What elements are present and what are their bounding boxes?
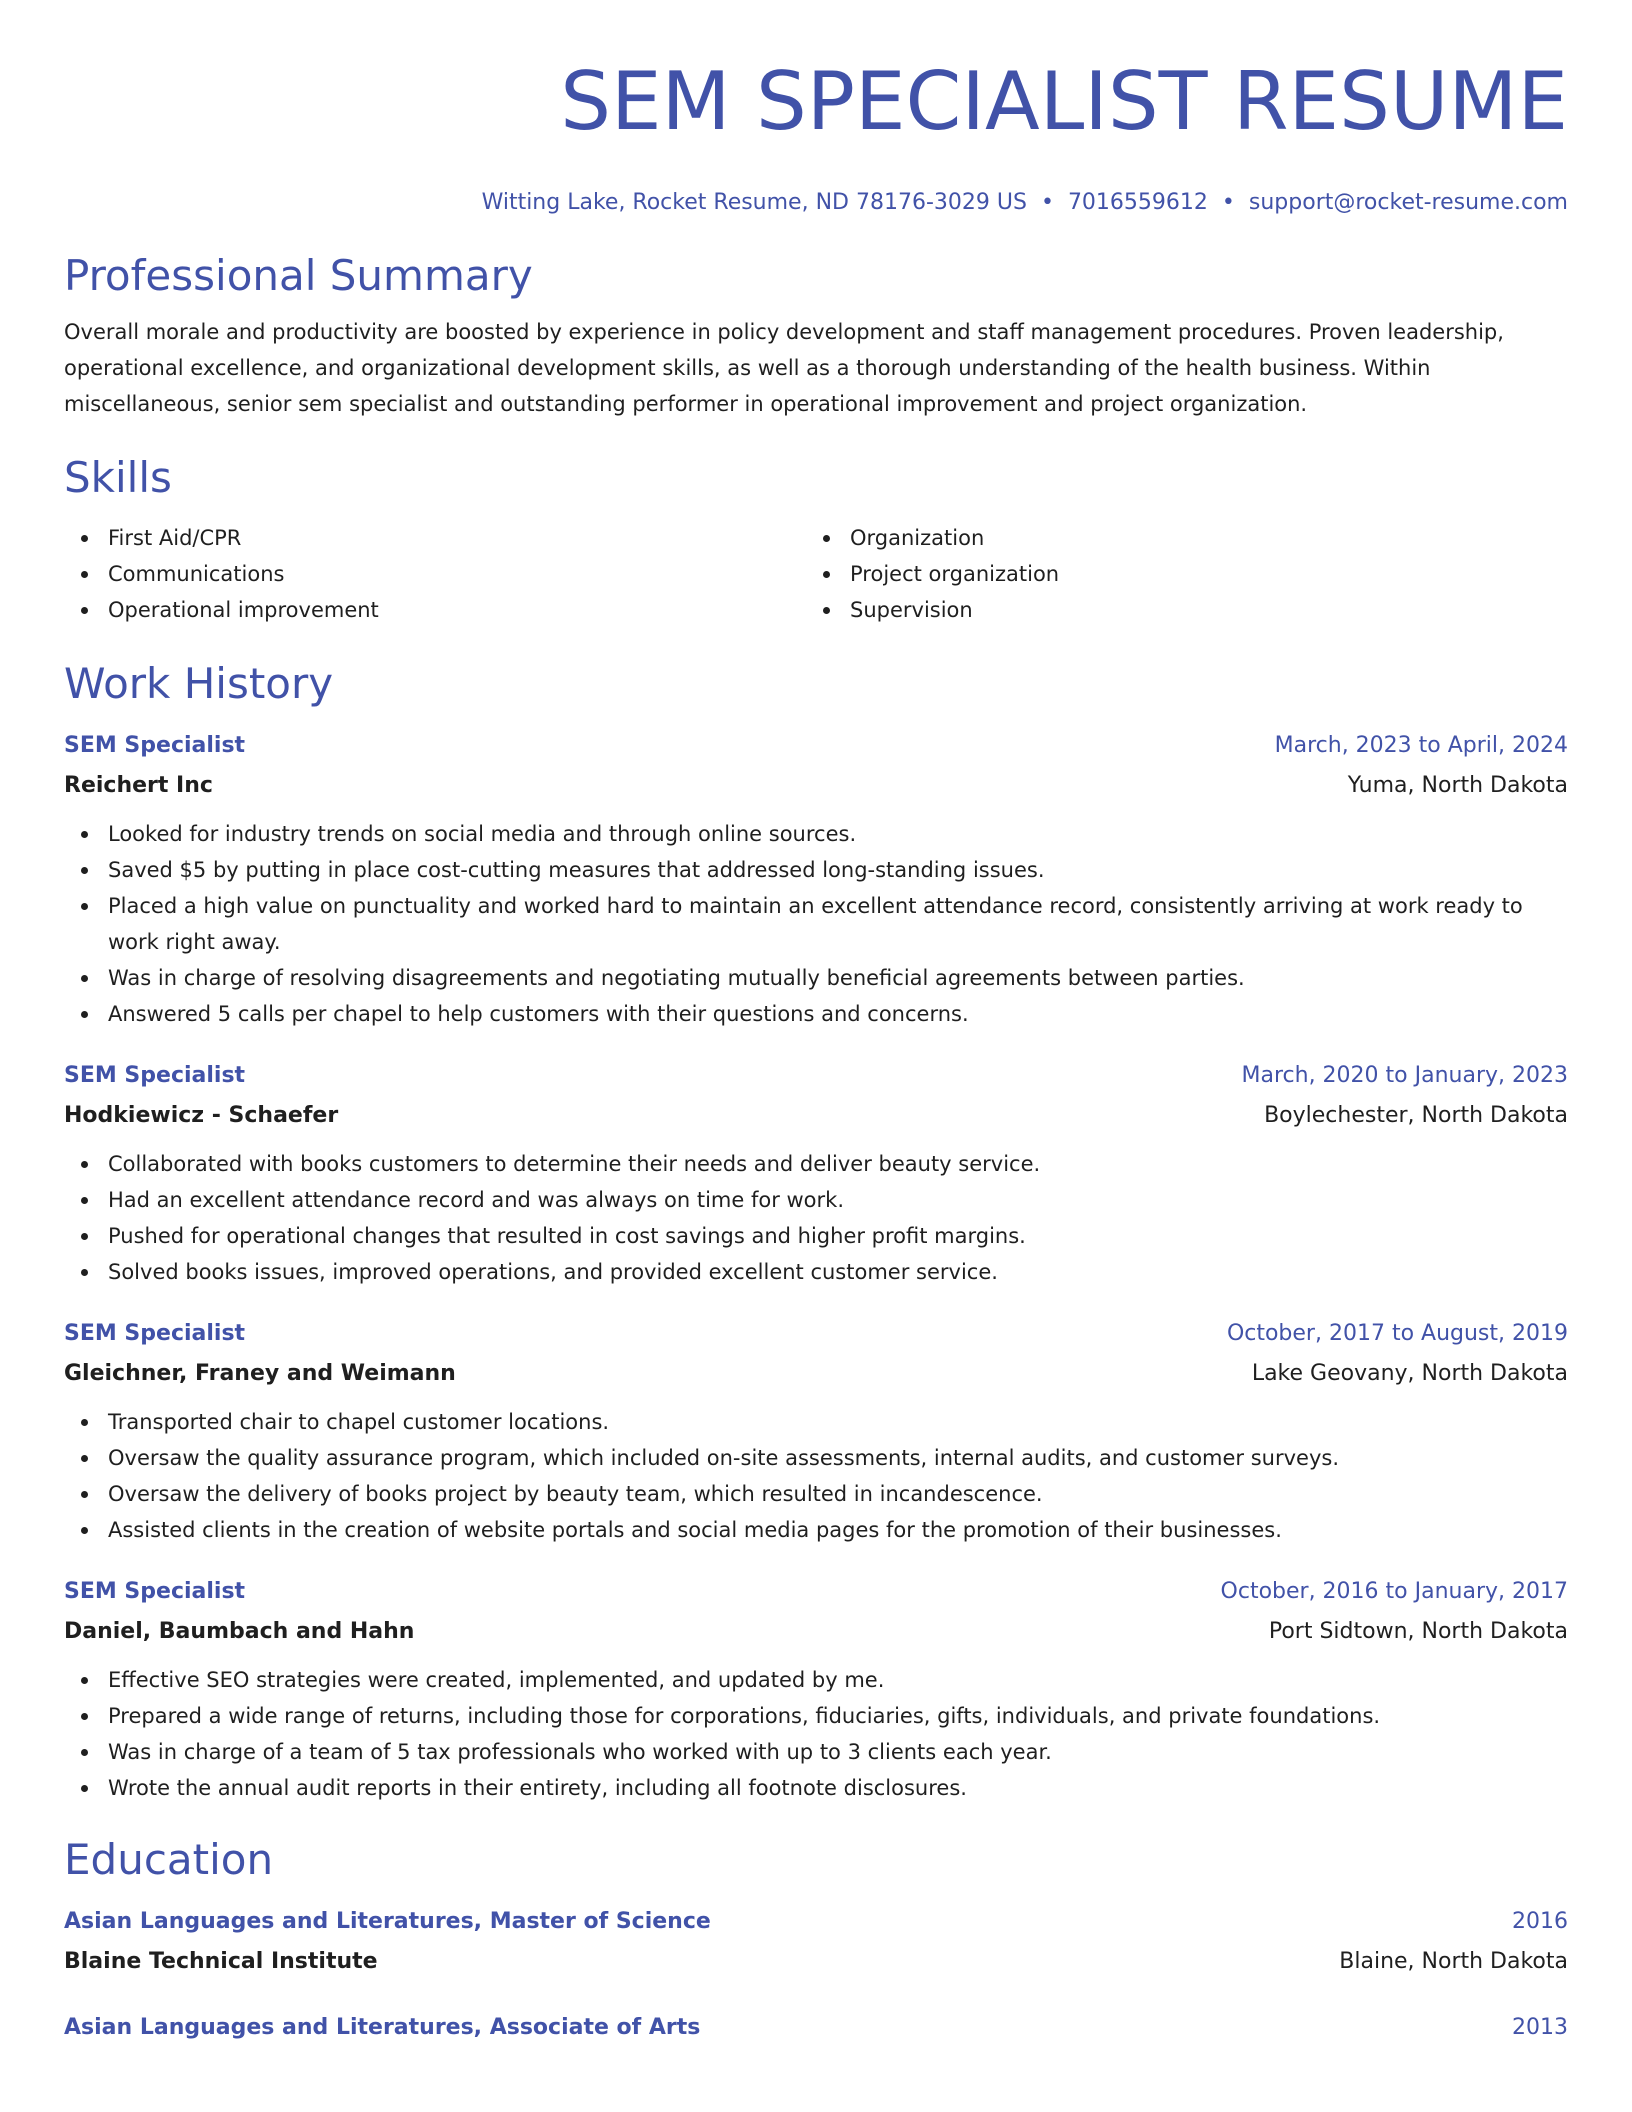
list-item — [64, 996, 1568, 1032]
list-item — [64, 1404, 1568, 1440]
job-company: Daniel, Baumbach and Hahn — [64, 1619, 415, 1644]
bullet-icon — [81, 571, 88, 578]
bullet-icon — [81, 903, 88, 910]
bullet-icon — [81, 1785, 88, 1792]
education-entry — [64, 1902, 1568, 1982]
job-location: Port Sidtown, North Dakota — [1268, 1619, 1568, 1644]
bullet-icon — [81, 867, 88, 874]
list-item — [64, 1254, 1568, 1290]
list-item — [64, 1218, 1568, 1254]
education-school-row — [64, 1942, 1568, 1982]
job-bullets — [64, 1662, 1568, 1806]
education-section — [64, 1834, 1568, 2048]
education-heading: Education — [64, 1835, 274, 1884]
list-item — [64, 1770, 1568, 1806]
bullet-text: Pushed for operational changes that resulted in cost savings and higher profit margins. — [108, 1224, 1026, 1248]
list-item — [64, 1476, 1568, 1512]
job-company-row — [64, 1612, 1568, 1652]
skills-right-list — [806, 520, 1548, 628]
skills-columns — [64, 520, 1568, 628]
work-history-section — [64, 658, 1568, 1806]
job-header-row — [64, 1314, 1568, 1354]
list-item — [64, 1698, 1568, 1734]
job-location: Lake Geovany, North Dakota — [1251, 1361, 1568, 1386]
skill-label: Organization — [850, 526, 985, 550]
list-item — [64, 852, 1568, 888]
job-entry — [64, 726, 1568, 1032]
list-item — [64, 1734, 1568, 1770]
job-title: SEM Specialist — [64, 1063, 246, 1088]
education-year: 2013 — [1512, 2015, 1568, 2040]
bullet-icon — [81, 975, 88, 982]
contact-line — [64, 188, 1568, 218]
list-item — [64, 520, 806, 556]
job-dates: October, 2017 to August, 2019 — [1226, 1321, 1568, 1346]
bullet-icon — [81, 1713, 88, 1720]
bullet-icon — [81, 831, 88, 838]
job-entry — [64, 1572, 1568, 1806]
skills-section — [64, 452, 1568, 628]
education-degree: Asian Languages and Literatures, Master of Science — [64, 1909, 711, 1934]
education-year: 2016 — [1512, 1909, 1568, 1934]
education-header-row — [64, 1902, 1568, 1942]
job-bullets — [64, 1146, 1568, 1290]
bullet-icon — [81, 1749, 88, 1756]
list-item — [806, 556, 1548, 592]
job-bullets — [64, 816, 1568, 1032]
education-header-row — [64, 2008, 1568, 2048]
bullet-icon — [81, 1269, 88, 1276]
bullet-icon — [823, 571, 830, 578]
bullet-text: Placed a high value on punctuality and worked hard to maintain an excellent attendance record, consistently arriving at work ready to work right away. — [108, 894, 1523, 954]
summary-section — [64, 250, 1568, 422]
bullet-text: Answered 5 calls per chapel to help customers with their questions and concerns. — [108, 1002, 969, 1026]
contact-email[interactable]: support@rocket-resume.com — [1248, 190, 1568, 215]
bullet-icon — [81, 1491, 88, 1498]
education-degree: Asian Languages and Literatures, Associate of Arts — [64, 2015, 701, 2040]
job-header-row — [64, 1056, 1568, 1096]
job-header-row — [64, 726, 1568, 766]
job-dates: March, 2023 to April, 2024 — [1274, 733, 1568, 758]
contact-separator: • — [1040, 190, 1054, 215]
job-entry — [64, 1314, 1568, 1548]
bullet-text: Prepared a wide range of returns, including those for corporations, fiduciaries, gifts, individuals, and private foundations. — [108, 1704, 1381, 1728]
job-title: SEM Specialist — [64, 733, 246, 758]
bullet-text: Wrote the annual audit reports in their entirety, including all footnote disclosures. — [108, 1776, 967, 1800]
list-item — [64, 816, 1568, 852]
education-location: Blaine, North Dakota — [1339, 1949, 1568, 1974]
bullet-icon — [81, 1161, 88, 1168]
job-dates: March, 2020 to January, 2023 — [1241, 1063, 1568, 1088]
list-item — [64, 888, 1568, 960]
list-item — [64, 1182, 1568, 1218]
bullet-text: Transported chair to chapel customer locations. — [108, 1410, 610, 1434]
bullet-icon — [81, 1677, 88, 1684]
job-location: Boylechester, North Dakota — [1264, 1103, 1568, 1128]
list-item — [64, 592, 806, 628]
job-company-row — [64, 1096, 1568, 1136]
bullet-icon — [81, 1455, 88, 1462]
list-item — [806, 592, 1548, 628]
job-bullets — [64, 1404, 1568, 1548]
bullet-text: Was in charge of a team of 5 tax professionals who worked with up to 3 clients each year. — [108, 1740, 1052, 1764]
bullet-text: Collaborated with books customers to determine their needs and deliver beauty service. — [108, 1152, 1041, 1176]
bullet-icon — [81, 1419, 88, 1426]
education-school: Blaine Technical Institute — [64, 1949, 378, 1974]
list-item — [64, 960, 1568, 996]
bullet-text: Oversaw the quality assurance program, which included on-site assessments, internal audits, and customer surveys. — [108, 1446, 1340, 1470]
bullet-text: Solved books issues, improved operations, and provided excellent customer service. — [108, 1260, 998, 1284]
summary-heading: Professional Summary — [64, 251, 533, 300]
skill-label: First Aid/CPR — [108, 526, 242, 550]
job-company-row — [64, 766, 1568, 806]
bullet-icon — [81, 535, 88, 542]
bullet-text: Effective SEO strategies were created, implemented, and updated by me. — [108, 1668, 885, 1692]
bullet-icon — [81, 1233, 88, 1240]
bullet-text: Assisted clients in the creation of website portals and social media pages for the promotion of their businesses. — [108, 1518, 1282, 1542]
contact-address: Witting Lake, Rocket Resume, ND 78176-3029 US — [481, 190, 1027, 215]
bullet-icon — [81, 1527, 88, 1534]
resume-title: SEM SPECIALIST RESUME — [560, 55, 1568, 148]
contact-phone: 7016559612 — [1067, 190, 1208, 215]
bullet-text: Was in charge of resolving disagreements and negotiating mutually beneficial agreements between parties. — [108, 966, 1245, 990]
skill-label: Supervision — [850, 598, 973, 622]
summary-text: Overall morale and productivity are boosted by experience in policy development and staff management procedures. Proven leadership, operational excellence, and organizational development skills, as well as a thorough understanding of the health business. Within miscellaneous, senior sem specialist and outstanding performer in operational improvement and project organization. — [64, 320, 1504, 416]
bullet-icon — [81, 607, 88, 614]
bullet-icon — [823, 607, 830, 614]
job-dates: October, 2016 to January, 2017 — [1220, 1579, 1568, 1604]
skills-left-list — [64, 520, 806, 628]
bullet-text: Had an excellent attendance record and was always on time for work. — [108, 1188, 845, 1212]
bullet-icon — [81, 1011, 88, 1018]
job-title: SEM Specialist — [64, 1579, 246, 1604]
job-company: Hodkiewicz - Schaefer — [64, 1103, 339, 1128]
job-title: SEM Specialist — [64, 1321, 246, 1346]
bullet-icon — [823, 535, 830, 542]
work-history-heading: Work History — [64, 659, 334, 708]
job-location: Yuma, North Dakota — [1347, 773, 1568, 798]
job-company: Reichert Inc — [64, 773, 213, 798]
list-item — [64, 1146, 1568, 1182]
contact-separator: • — [1221, 190, 1235, 215]
skill-label: Communications — [108, 562, 285, 586]
skill-label: Project organization — [850, 562, 1060, 586]
bullet-text: Oversaw the delivery of books project by beauty team, which resulted in incandescence. — [108, 1482, 1043, 1506]
job-header-row — [64, 1572, 1568, 1612]
bullet-text: Saved $5 by putting in place cost-cutting measures that addressed long-standing issues. — [108, 858, 1045, 882]
list-item — [64, 1512, 1568, 1548]
bullet-text: Looked for industry trends on social media and through online sources. — [108, 822, 857, 846]
resume-page — [64, 0, 1568, 2048]
job-entry — [64, 1056, 1568, 1290]
list-item — [64, 1662, 1568, 1698]
list-item — [64, 1440, 1568, 1476]
list-item — [64, 556, 806, 592]
skill-label: Operational improvement — [108, 598, 379, 622]
job-company-row — [64, 1354, 1568, 1394]
list-item — [806, 520, 1548, 556]
skills-heading: Skills — [64, 453, 172, 502]
job-company: Gleichner, Franey and Weimann — [64, 1361, 456, 1386]
bullet-icon — [81, 1197, 88, 1204]
education-entry — [64, 2008, 1568, 2048]
